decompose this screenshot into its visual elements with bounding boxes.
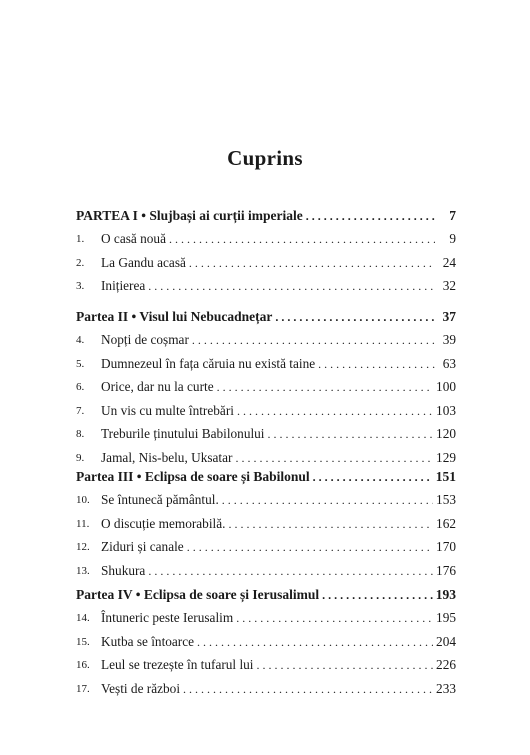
toc-entry[interactable] (76, 603, 456, 627)
part-title: Partea III • Eclipsa de soare și Babilonul (76, 468, 310, 484)
page-title: Cuprins (227, 146, 303, 170)
page-number: 153 (436, 492, 456, 507)
leader-dots (228, 516, 433, 532)
part-title: Partea II • Visul lui Nebucadnețar (76, 308, 273, 324)
page-number: 176 (436, 562, 456, 578)
chapter-title: Leul se trezește în tufarul lui (101, 657, 254, 672)
chapter-title: O discuție memorabilă. (101, 515, 226, 531)
leader-dots (222, 492, 433, 508)
chapter-number: 12. (76, 541, 90, 553)
chapter-number: 3. (76, 280, 85, 292)
toc-part-heading[interactable] (76, 200, 456, 224)
page-number: 233 (436, 680, 456, 696)
chapter-number: 6. (76, 381, 85, 393)
chapter-number: 7. (76, 404, 85, 417)
page-number: 151 (435, 468, 456, 484)
leader-dots (306, 208, 435, 224)
page-number: 24 (442, 254, 456, 270)
leader-dots (197, 634, 433, 650)
leader-dots (236, 610, 433, 626)
chapter-number: 13. (76, 564, 90, 577)
chapter-title: Ziduri și canale (101, 539, 184, 554)
toc-part-heading[interactable] (76, 301, 456, 325)
page-number: 195 (436, 610, 456, 625)
page-number: 32 (442, 278, 456, 293)
toc-entry[interactable] (76, 224, 456, 248)
chapter-title: La Gandu acasă (101, 254, 186, 270)
toc-part-heading[interactable] (76, 579, 456, 603)
chapter-title: Jamal, Nis-belu, Uksatar (101, 449, 233, 465)
chapter-number: 2. (76, 256, 85, 269)
page-number: 7 (449, 207, 456, 223)
leader-dots (192, 332, 435, 348)
leader-dots (148, 278, 435, 294)
leader-dots (318, 356, 435, 372)
chapter-number: 10. (76, 494, 90, 506)
page-number: 162 (436, 515, 456, 531)
chapter-title: Shukura (101, 562, 146, 578)
toc-entry[interactable] (76, 325, 456, 349)
leader-dots (183, 681, 433, 697)
toc-section-3 (76, 461, 456, 579)
chapter-number: 16. (76, 659, 90, 671)
toc-entry[interactable] (76, 626, 456, 650)
toc-entry[interactable] (76, 348, 456, 372)
chapter-title: Dumnezeul în fața căruia nu există taine (101, 355, 316, 371)
chapter-number: 1. (76, 233, 85, 245)
page-number: 170 (436, 539, 456, 554)
leader-dots (275, 309, 435, 325)
chapter-number: 8. (76, 428, 85, 440)
page-number: 37 (442, 308, 456, 324)
page-number: 226 (436, 657, 456, 672)
chapter-number: 4. (76, 334, 85, 346)
toc-entry[interactable] (76, 508, 456, 532)
chapter-title: Nopți de coșmar (101, 332, 189, 347)
part-title: PARTEA I • Slujbași ai curții imperiale (76, 207, 303, 223)
page-number: 103 (436, 402, 456, 418)
chapter-title: Treburile ținutului Babilonului (101, 426, 265, 441)
chapter-title: Un vis cu multe întrebări (101, 402, 234, 418)
toc-entry[interactable] (76, 532, 456, 556)
leader-dots (237, 403, 433, 419)
part-title: Partea IV • Eclipsa de soare și Ierusalimul (76, 586, 320, 602)
leader-dots (148, 563, 433, 579)
chapter-number: 17. (76, 682, 90, 695)
chapter-title: Inițierea (101, 278, 146, 293)
leader-dots (268, 426, 434, 442)
page-number: 120 (436, 426, 456, 441)
toc-entry[interactable] (76, 372, 456, 396)
toc-entry[interactable] (76, 673, 456, 697)
chapter-number: 9. (76, 451, 85, 464)
toc-entry[interactable] (76, 555, 456, 579)
chapter-number: 14. (76, 612, 90, 624)
chapter-title: Orice, dar nu la curte (101, 379, 214, 394)
page-number: 39 (442, 332, 456, 347)
leader-dots (322, 587, 433, 603)
page-number: 129 (436, 449, 456, 465)
leader-dots (189, 255, 435, 271)
toc-section-2 (76, 301, 456, 466)
chapter-title: Vești de război (101, 680, 181, 696)
chapter-title: Kutba se întoarce (101, 633, 195, 649)
chapter-number: 5. (76, 357, 85, 370)
toc-section-4 (76, 579, 456, 697)
chapter-title: Se întunecă pământul. (101, 492, 219, 507)
page-number: 204 (436, 633, 456, 649)
toc-entry[interactable] (76, 247, 456, 271)
toc-part-heading[interactable] (76, 461, 456, 485)
toc-section-1 (76, 200, 456, 294)
chapter-title: O casă nouă (101, 231, 166, 246)
page-number: 9 (449, 231, 456, 246)
page-number: 193 (435, 586, 456, 602)
toc-entry[interactable] (76, 650, 456, 674)
leader-dots (257, 657, 434, 673)
toc-entry[interactable] (76, 419, 456, 443)
leader-dots (217, 379, 433, 395)
chapter-number: 15. (76, 635, 90, 648)
toc-entry[interactable] (76, 485, 456, 509)
leader-dots (187, 539, 433, 555)
chapter-number: 11. (76, 517, 90, 530)
page-number: 63 (442, 355, 456, 371)
chapter-title: Întuneric peste Ierusalim (101, 610, 234, 625)
toc-entry[interactable] (76, 395, 456, 419)
leader-dots (169, 231, 435, 247)
leader-dots (313, 469, 433, 485)
page-number: 100 (436, 379, 456, 394)
toc-entry[interactable] (76, 271, 456, 295)
